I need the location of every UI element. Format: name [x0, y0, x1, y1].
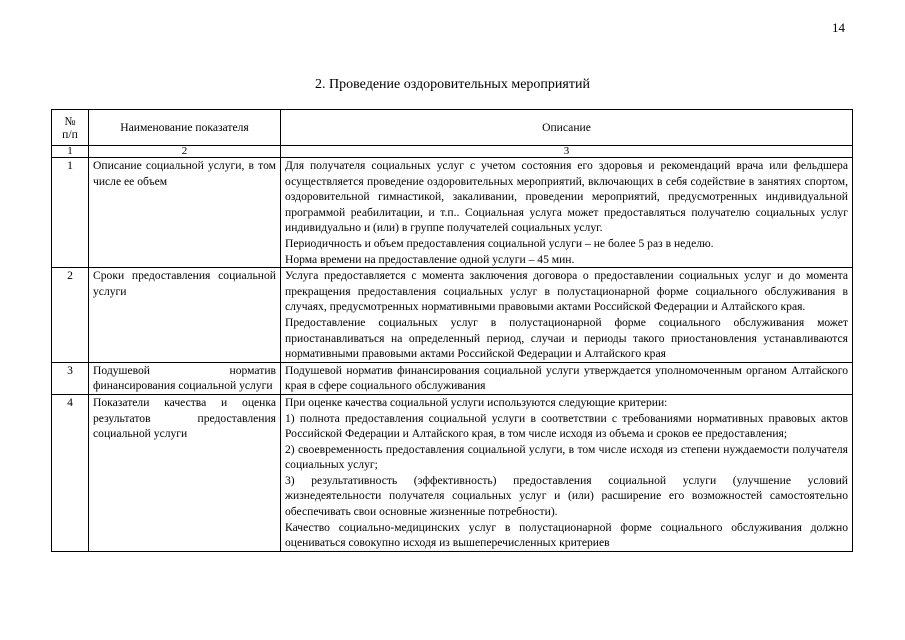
column-number: 3: [281, 146, 853, 158]
indicator-name: Подушевой норматив финансирования социальной услуги: [89, 362, 281, 394]
row-number: 1: [52, 158, 89, 268]
page-number: 14: [832, 20, 845, 35]
table-row: [52, 158, 853, 268]
indicator-name: Описание социальной услуги, в том числе ее объем: [89, 158, 281, 268]
row-number: 3: [52, 362, 89, 394]
column-number: 1: [52, 146, 89, 158]
description-paragraph: Для получателя социальных услуг с учетом состояния его здоровья и рекомендаций врача или фельдшера осуществляется проведение оздоровительных мероприятий, включающих в себя содействие в занятиях спортом, оздоровительной гимнастикой, закаливании, проведении мероприятий, предусмотренных индивидуальной программой реабилитации, и т.п.. Социальная услуга может предоставляться получателю социальных услуг индивидуально и (или) в группе получателей социальных услуг.: [285, 159, 848, 235]
table-row: [52, 268, 853, 363]
description-cell: [281, 362, 853, 394]
services-table: [51, 109, 853, 552]
description-paragraph: Предоставление социальных услуг в полустационарной форме социального обслуживания может приостанавливаться на определенный период, случаи и периоды такого приостановления устанавливаются нормативными правовыми актами Российской Федерации и Алтайского края: [285, 315, 848, 361]
description-paragraph: 1) полнота предоставления социальной услуги в соответствии с требованиями нормативных правовых актов Российской Федерации и Алтайского края, в том числе исходя из объема и сроков ее предоставления;: [285, 411, 848, 441]
description-paragraph: Качество социально-медицинских услуг в полустационарной форме социального обслуживания должно оцениваться совокупно исходя из вышеперечисленных критериев: [285, 520, 848, 550]
description-cell: [281, 158, 853, 268]
header-row: [52, 110, 853, 146]
description-paragraph: 2) своевременность предоставления социальной услуги, в том числе исходя из степени нуждаемости получателя социальных услуг;: [285, 442, 848, 472]
description-paragraph: Подушевой норматив финансирования социальной услуги утверждается уполномоченным органом Алтайского края в сфере социального обслуживания: [285, 363, 848, 393]
row-number: 2: [52, 268, 89, 363]
description-cell: [281, 268, 853, 363]
indicator-name: Показатели качества и оценка результатов предоставления социальной услуги: [89, 394, 281, 551]
header-name: Наименование показателя: [89, 110, 281, 146]
table-row: [52, 362, 853, 394]
table-row: [52, 394, 853, 551]
row-number: 4: [52, 394, 89, 551]
indicator-name: Сроки предоставления социальной услуги: [89, 268, 281, 363]
section-title: 2. Проведение оздоровительных мероприятий: [315, 77, 590, 92]
description-paragraph: Услуга предоставляется с момента заключения договора о предоставлении социальных услуг и до момента прекращения предоставления социальных услуг в полустационарной форме социального обслуживания в случаях, предусмотренных нормативными правовыми актами Российской Федерации и Алтайского края.: [285, 269, 848, 314]
column-number-row: [52, 146, 853, 158]
description-paragraph: При оценке качества социальной услуги используются следующие критерии:: [285, 395, 668, 409]
column-number: 2: [89, 146, 281, 158]
description-paragraph: Норма времени на предоставление одной услуги – 45 мин.: [285, 252, 575, 266]
description-cell: [281, 394, 853, 551]
header-num: № п/п: [52, 110, 89, 146]
description-paragraph: Периодичность и объем предоставления социальной услуги – не более 5 раз в неделю.: [285, 236, 714, 250]
description-paragraph: 3) результативность (эффективность) предоставления социальной услуги (улучшение условий жизнедеятельности получателя социальных услуг и (или) расширение его возможностей самостоятельно обеспечивать свои основные жизненные потребности).: [285, 473, 848, 519]
header-description: Описание: [281, 110, 853, 146]
